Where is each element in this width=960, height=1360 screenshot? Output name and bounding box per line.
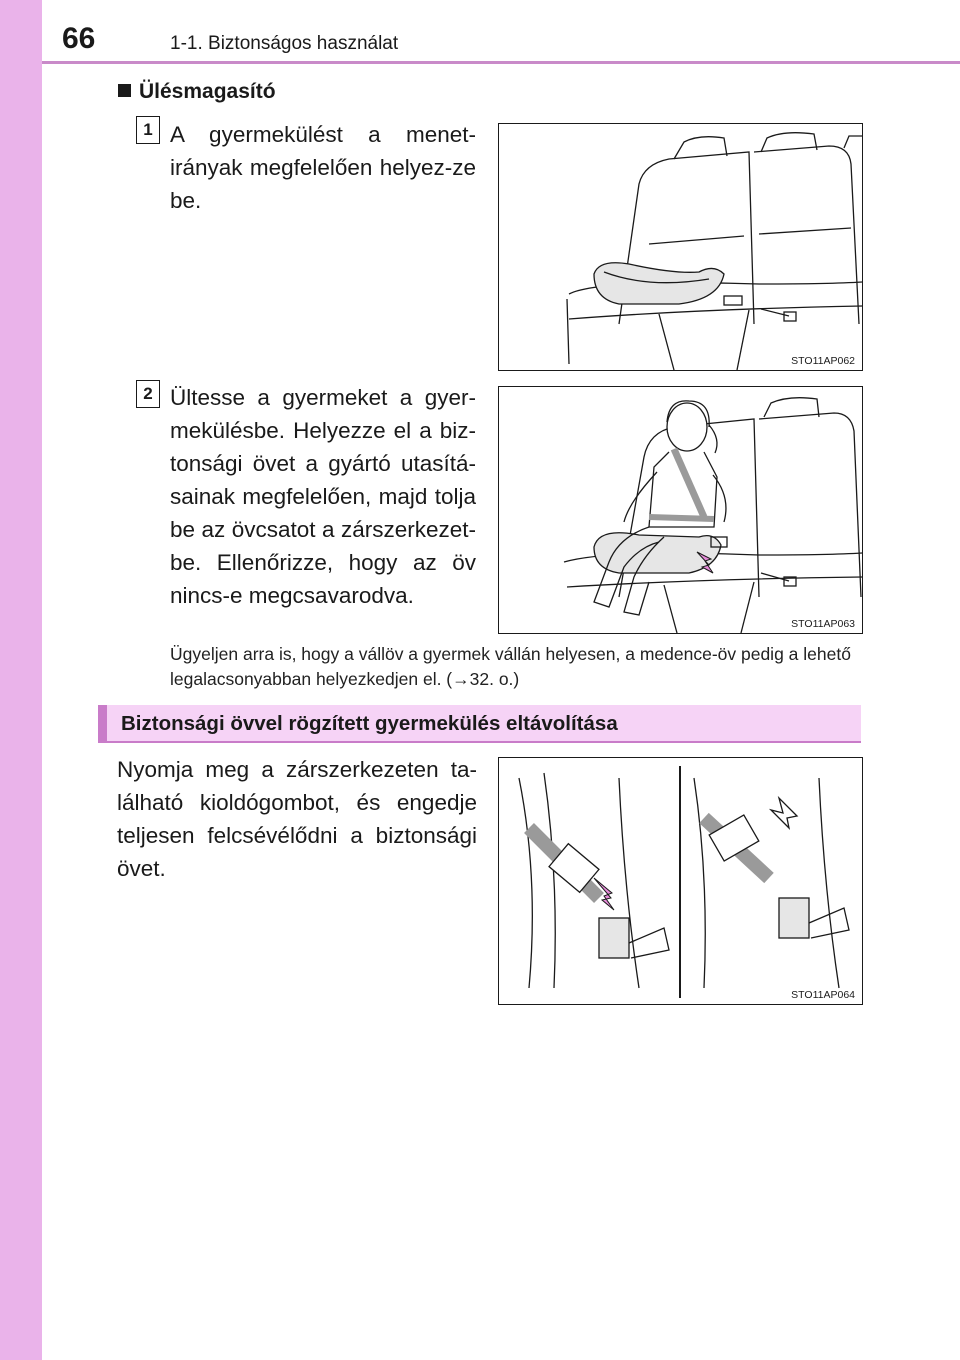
figure-code-3: STO11AP064 — [791, 989, 855, 1001]
section-title — [118, 80, 276, 104]
header-rule — [42, 61, 960, 64]
removal-text: Nyomja meg a zárszerkezeten ta-lálható kioldógombot, és engedje teljesen felcsévélődni a biztonsági övet. — [117, 757, 477, 881]
step-badge-1: 1 — [136, 116, 160, 144]
buckle-release-illustration — [499, 758, 862, 1004]
chapter-title: 1-1. Biztonságos használat — [170, 33, 399, 54]
figure-code-2: STO11AP063 — [791, 618, 855, 630]
step-badge-2: 2 — [136, 380, 160, 408]
figure-code-1: STO11AP062 — [791, 355, 855, 367]
step-1-text: A gyermekülést a menet-irányak megfelelően helyez-ze be. — [170, 122, 476, 213]
removal-heading-text: Biztonsági övvel rögzített gyermekülés eltávolítása — [121, 712, 618, 735]
child-buckled-illustration — [499, 387, 862, 633]
booster-seat-illustration — [499, 124, 862, 370]
side-band — [0, 0, 42, 1360]
figure-child-buckled — [498, 386, 863, 634]
note-text: Ügyeljen arra is, hogy a vállöv a gyermek vállán helyesen, a medence-öv pedig a lehető legalacsonyabban helyezkedjen el. (→32. o.) — [170, 644, 851, 689]
figure-buckle-release — [498, 757, 863, 1005]
square-bullet-icon — [118, 84, 131, 97]
section-title-text: Ülésmagasító — [139, 80, 276, 103]
figure-booster-seat — [498, 123, 863, 371]
page-number: 66 — [62, 22, 96, 55]
step-2-text: Ültesse a gyermeket a gyer-mekülésbe. Helyezze el a biz-tonsági övet a gyártó utasítá-sainak megfelelően, majd tolja be az övcsatot a zárszerkezet-be. Ellenőrizze, hogy az öv nincs-e megcsavarodva. — [170, 385, 476, 608]
removal-heading — [98, 705, 861, 743]
